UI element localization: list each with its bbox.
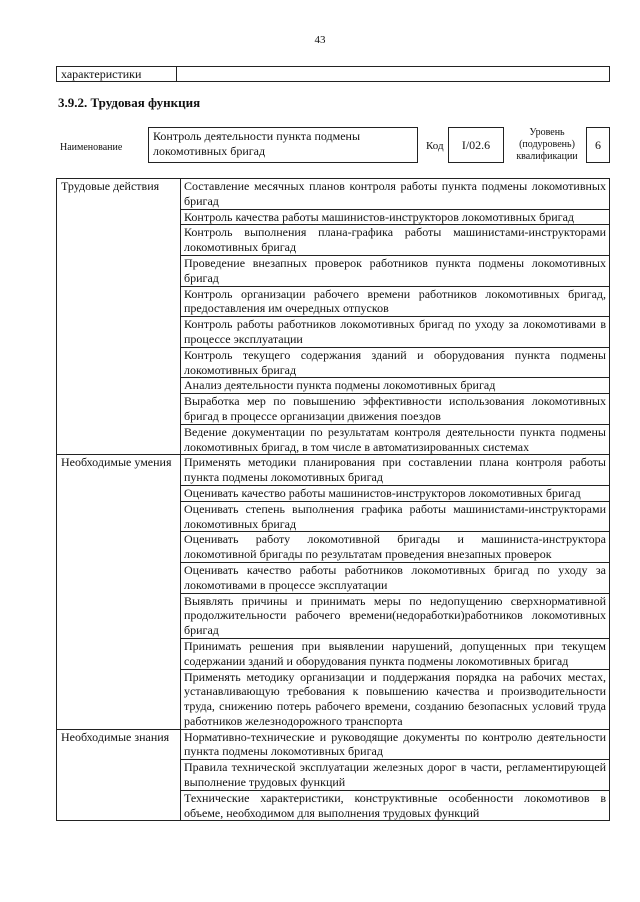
name-value-box: [148, 127, 418, 163]
item-cell: Оценивать качество работы машинистов-инструкторов локомотивных бригад: [181, 485, 610, 501]
table-row: [57, 729, 610, 760]
item-cell: Оценивать качество работы работников локомотивных бригад по уходу за локомотивами в процессе эксплуатации: [181, 562, 610, 593]
item-cell: Контроль организации рабочего времени работников локомотивных бригад, предоставления им очередных отпусков: [181, 286, 610, 317]
item-cell: Применять методики планирования при составлении плана контроля работы пункта подмены локомотивных бригад: [181, 455, 610, 486]
name-value: Контроль деятельности пункта подмены локомотивных бригад: [153, 129, 361, 158]
item-cell: Выработка мер по повышению эффективности использования локомотивных бригад в процессе организации движения поездов: [181, 394, 610, 425]
item-cell: Ведение документации по результатам контроля деятельности пункта подмены локомотивных бригад, в том числе в автоматизированных системах: [181, 424, 610, 455]
category-cell: Трудовые действия: [57, 179, 181, 455]
item-cell: Оценивать работу локомотивной бригады и машиниста-инструктора локомотивной бригады по результатам проведения внезапных проверок: [181, 532, 610, 563]
table-row: [57, 455, 610, 486]
level-value: 6: [595, 138, 601, 152]
category-cell: Необходимые знания: [57, 729, 181, 821]
name-label: Наименование: [60, 142, 123, 153]
item-cell: Выявлять причины и принимать меры по недопущению сверхнормативной продолжительности рабочего времени(недоработки)работников локомотивных бригад: [181, 593, 610, 638]
page-number: 43: [314, 34, 326, 46]
row-divider: [176, 67, 177, 81]
code-value: I/02.6: [461, 138, 491, 152]
section-title: 3.9.2. Трудовая функция: [58, 95, 201, 110]
item-cell: Правила технической эксплуатации железных дорог в части, регламентирующей выполнение трудовых функций: [181, 760, 610, 791]
item-cell: Нормативно-технические и руководящие документы по контролю деятельности пункта подмены локомотивных бригад: [181, 729, 610, 760]
item-cell: Технические характеристики, конструктивные особенности локомотивов в объеме, необходимом для выполнения трудовых функций: [181, 790, 610, 821]
table-row: [57, 179, 610, 210]
item-cell: Контроль текущего содержания зданий и оборудования пункта подмены локомотивных бригад: [181, 347, 610, 378]
item-cell: Принимать решения при выявлении нарушений, допущенных при текущем содержании зданий и оборудования пункта подмены локомотивных бригад: [181, 638, 610, 669]
labor-function-table: [56, 178, 610, 821]
category-cell: Необходимые умения: [57, 455, 181, 729]
item-cell: Проведение внезапных проверок работников пункта подмены локомотивных бригад: [181, 255, 610, 286]
item-cell: Применять методику организации и поддержания порядка на рабочих местах, устанавливающую требования к повышению качества и производительности труда, снижению потерь рабочего времени, созданию безопасных условий труда работников железнодорожного транспорта: [181, 669, 610, 729]
code-label: Код: [426, 140, 444, 152]
level-label: Уровень (подуровень) квалификации: [516, 127, 578, 162]
item-cell: Составление месячных планов контроля работы пункта подмены локомотивных бригад: [181, 179, 610, 210]
level-value-box: [586, 127, 610, 163]
item-cell: Контроль работы работников локомотивных бригад по уходу за локомотивами в процессе эксплуатации: [181, 317, 610, 348]
previous-table-row: [56, 66, 610, 82]
code-value-box: [448, 127, 504, 163]
item-cell: Оценивать степень выполнения графика работы машинистами-инструкторами локомотивных бригад: [181, 501, 610, 532]
previous-row-label: характеристики: [61, 67, 142, 81]
item-cell: Контроль выполнения плана-графика работы машинистами-инструкторами локомотивных бригад: [181, 225, 610, 256]
item-cell: Контроль качества работы машинистов-инструкторов локомотивных бригад: [181, 209, 610, 225]
item-cell: Анализ деятельности пункта подмены локомотивных бригад: [181, 378, 610, 394]
